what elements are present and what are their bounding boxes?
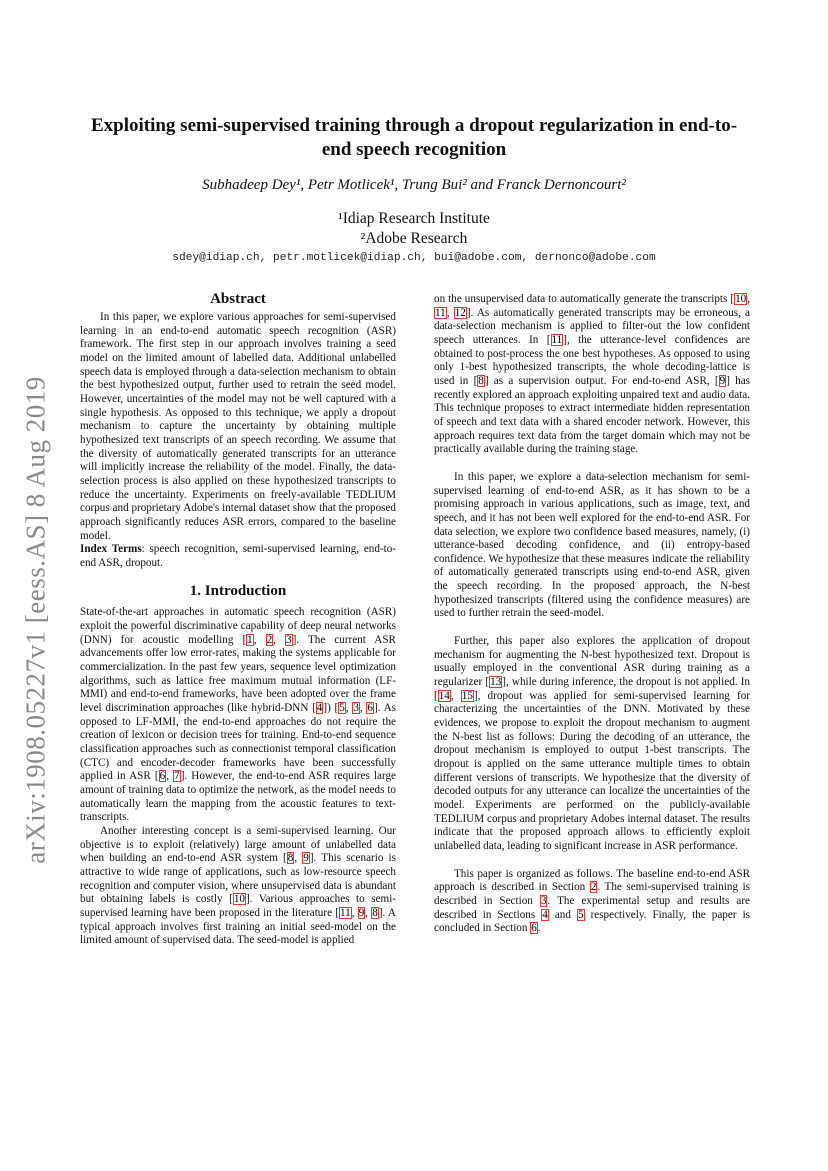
citation-link[interactable]: 3: [353, 702, 359, 715]
paragraph-text: ,: [345, 702, 353, 715]
citation-link[interactable]: 10: [735, 293, 747, 305]
paragraph-text: . The semi-supervised training is described in Section: [434, 881, 750, 907]
paragraph-text: ,: [253, 633, 266, 646]
citation-link[interactable]: 14: [438, 689, 450, 702]
paragraph-text: ]. This scenario is attractive to wide range of applications, such as low-resource speech recognition and computer vision, where unsupervised data is abundant but obtaining labels is costly [: [80, 852, 396, 906]
citation-link[interactable]: 13: [490, 676, 502, 689]
index-terms: [80, 543, 396, 570]
abstract-heading: Abstract: [210, 291, 266, 307]
abstract-text: In this paper, we explore various approaches for semi-supervised learning in an end-to-end automatic speech recognition (ASR) framework. The first step in our approach involves training a seed model on the limited amount of labelled data. Additional unlabelled speech data is employed through a data-selection mechanism to obtain the best hypothesized output, further used to retrain the seed model. However, uncertainties of the model may not be well captured with a single hypothesis. As opposed to this technique, we apply a dropout mechanism to capture the uncertainty by obtaining multiple hypothesized text transcripts of an speech recording. We assume that the diversity of automatically generated transcripts for an utterance will implicitly increase the reliability of the model. Finally, the data-selection process is also applied on these hypothesized transcripts to reduce the uncertainty. Experiments on freely-available TEDLIUM corpus and proprietary Adobe's internal dataset show that the proposed approach significantly reduces ASR errors, compared to the baseline model.: [80, 311, 396, 542]
paragraph-text: respectively. Finally, the paper is concluded in Section: [434, 908, 750, 935]
citation-link[interactable]: 12: [454, 306, 466, 319]
citation-link[interactable]: 8: [478, 374, 484, 387]
citation-link[interactable]: 4: [542, 908, 548, 921]
affiliations: [80, 209, 748, 249]
paragraph-text: ]. The current ASR advancements offer low error-rates, making the systems applicable for commercialization. In the past few years, sequence level optimization algorithms, such as lattice free maximum mutual information (LF-MMI) and end-to-end frameworks, have been adopted over the frame level discrimination approaches (like hybrid-DNN [: [80, 633, 396, 715]
citation-link[interactable]: 11: [435, 306, 446, 319]
paragraph-text: and: [548, 908, 577, 921]
citation-link[interactable]: 11: [339, 906, 351, 919]
paragraph-text: ] has recently explored an approach exploiting unpaired text and audio data. This technique proposes to extract intermediate hidden representation of speech and text data with a shared encoder network. However, this approach requires text data from the target domain which may not be practically available during the training stage.: [434, 374, 750, 456]
paragraph-text: ,: [450, 689, 461, 702]
intro-paragraph-5: [434, 635, 750, 854]
citation-link[interactable]: 2: [590, 881, 597, 894]
left-column: [80, 290, 396, 948]
paragraph-text: ,: [446, 306, 454, 319]
intro-paragraph-6: [434, 868, 750, 936]
citation-link[interactable]: 4: [316, 702, 323, 715]
paragraph-text: ] as a supervision output. For end-to-end ASR, [: [484, 374, 719, 387]
paragraph-text: ,: [359, 702, 367, 715]
paragraph-text: ], while during inference, the dropout is not applied. In [: [434, 676, 750, 702]
index-terms-text: : speech recognition, semi-supervised learning, end-to-end ASR, dropout.: [80, 543, 396, 569]
citation-link[interactable]: 8: [372, 906, 378, 919]
citation-link[interactable]: 6: [367, 702, 373, 715]
paragraph-text: This paper is organized as follows. The baseline end-to-end ASR approach is described in Section: [434, 867, 750, 894]
paragraph-text: Further, this paper also explores the application of dropout mechanism for augmenting the N-best hypothesized text. Dropout is usually employed in the conventional ASR during training as a regularizer [: [434, 635, 750, 689]
paragraph-text: ,: [365, 906, 372, 919]
citation-link[interactable]: 9: [719, 374, 726, 387]
citation-link[interactable]: 3: [286, 633, 292, 646]
paragraph-text: ]. However, the end-to-end ASR requires large amount of training data to optimize the network, as the model needs to automatically learn the mapping from the acoustic features to text-transcripts.: [80, 770, 396, 824]
citation-link[interactable]: 2: [266, 633, 273, 646]
paragraph-text: ], the utterance-level confidences are obtained to post-process the one best hypotheses. As opposed to using only 1-best hypothesized transcripts, the whole decoding-lattice is used in [: [434, 333, 750, 387]
paper-title: Exploiting semi-supervised training through a dropout regularization in end-to-end speech recognition: [90, 115, 738, 160]
citation-link[interactable]: 11: [551, 333, 563, 346]
citation-link[interactable]: 5: [339, 702, 345, 715]
paragraph-text: State-of-the-art approaches in automatic speech recognition (ASR) exploit the powerful discriminative capability of deep neural networks (DNN) for acoustic modelling [: [80, 606, 396, 646]
right-column: [434, 293, 750, 936]
author-list: Subhadeep Dey¹, Petr Motlicek¹, Trung Bui² and Franck Dernoncourt²: [202, 177, 626, 193]
paragraph-text: ]. Various approaches to semi-supervised learning have been proposed in the literature [: [80, 893, 397, 919]
citation-link[interactable]: 9: [358, 906, 365, 919]
intro-paragraph-3: [434, 293, 750, 457]
index-terms-label: Index Terms: [80, 543, 142, 556]
paragraph-text: ]. As opposed to LF-MMI, the end-to-end approaches do not require the creation of lexicon or decision trees for training. End-to-end sequence classification approaches such as connectionist temporal classification (CTC) and encoder-decoder frameworks have been successfully applied in ASR [: [80, 702, 396, 783]
citation-link[interactable]: 6: [159, 770, 166, 783]
citation-link[interactable]: 15: [461, 689, 473, 702]
author-emails: sdey@idiap.ch, petr.motlicek@idiap.ch, bui@adobe.com, dernonco@adobe.com: [172, 252, 656, 264]
intro-paragraph-1: [80, 606, 396, 825]
intro-paragraph-2: [80, 825, 396, 948]
paragraph-text: ,: [747, 293, 750, 305]
affiliation-idiap: ¹Idiap Research Institute: [338, 210, 490, 227]
paragraph-text: .: [537, 922, 541, 935]
intro-paragraph-4: In this paper, we explore a data-selection mechanism for semi-supervised learning of end-to-end ASR, as it has shown to be a promising approach in various applications, such as image, text, and speech, and it has not been well explored for the end-to-end ASR. For data selection, we explore two confidence based measures, namely, (i) utterance-based decoding confidence, and (ii) entropy-based confidence. We hypothesize that these measures indicate the reliability of automatically generated transcripts using end-to-end ASR, given the speech recording. In the proposed approach, the N-best hypothesized transcripts (filtered using the confidence measures) are used to further retrain the seed-model.: [434, 470, 750, 620]
affiliation-adobe: ²Adobe Research: [360, 230, 468, 247]
paragraph-text: ,: [166, 770, 174, 783]
paragraph-text: . The experimental setup and results are described in Sections: [434, 894, 750, 921]
paragraph-text: ]. A typical approach involves first training an initial seed-model on the limited amount of supervised data. The seed-model is applied: [80, 906, 396, 947]
citation-link[interactable]: 8: [287, 852, 294, 865]
paragraph-text: ,: [294, 852, 303, 865]
paragraph-text: ], dropout was applied for semi-supervised learning for characterizing the uncertainties of the DNN. Motivated by these evidences, we propose to exploit the dropout mechanism to augment the N-best list as follows: During the decoding of an utterance, the dropout mechanism is employed to output 1-best transcripts. The dropout is applied on the same utterance multiple times to obtain different versions of transcripts. We hypothesize that the diversity of decoded outputs for any utterance can localize the uncertainties of the model. Experiments are performed on the publicly-available TEDLIUM corpus and proprietary Adobes internal dataset. The results indicate that the proposed approach allows to efficiently exploit unlabelled data, leading to significant increase in ASR performance.: [434, 689, 750, 852]
citation-link[interactable]: 7: [174, 770, 180, 783]
arxiv-stamp-text: arXiv:1908.05227v1 [eess.AS] 8 Aug 2019: [20, 375, 51, 864]
introduction-heading: 1. Introduction: [189, 583, 287, 600]
paragraph-text: on the unsupervised data to automatically generate the transcripts [: [434, 293, 735, 305]
paragraph-text: Another interesting concept is a semi-supervised learning. Our objective is to exploit (relatively) large amount of unlabelled data when building an end-to-end ASR system [: [80, 824, 396, 865]
paragraph-text: ,: [273, 633, 286, 646]
paragraph-text: ]. As automatically generated transcripts may be erroneous, a data-selection mechanism is applied to filter-out the low confident speech utterances. In [: [434, 306, 750, 346]
paragraph-text: ,: [351, 906, 358, 919]
citation-link[interactable]: 3: [540, 894, 547, 907]
citation-link[interactable]: 6: [531, 922, 537, 935]
arxiv-stamp: [16, 352, 56, 887]
citation-link[interactable]: 9: [303, 852, 309, 865]
citation-link[interactable]: 1: [247, 633, 253, 646]
citation-link[interactable]: 10: [233, 893, 245, 906]
citation-link[interactable]: 5: [577, 908, 584, 921]
paragraph-text: ]) [: [323, 702, 339, 715]
